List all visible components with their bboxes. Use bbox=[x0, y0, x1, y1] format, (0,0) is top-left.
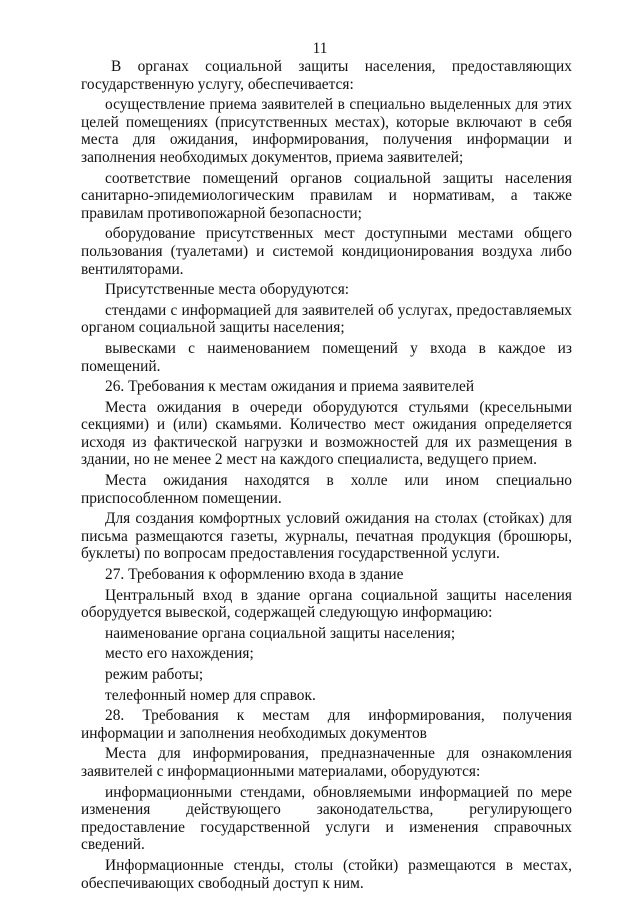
section-heading: 28. Требования к местам для информирования, получения информации и заполнения необходимых документов bbox=[81, 707, 572, 742]
paragraph: Присутственные места оборудуются: bbox=[105, 281, 350, 299]
list-item: режим работы; bbox=[105, 666, 204, 683]
paragraph: осуществление приема заявителей в специально выделенных для этих целей помещениях (присутственных местах), которые включают в себя места для ожидания, информирования, получения информации и заполнения необходимых документов, приема заявителей; bbox=[81, 96, 572, 166]
paragraph: вывесками с наименованием помещений у входа в каждое из помещений. bbox=[81, 339, 572, 375]
page-number: 11 bbox=[312, 40, 328, 57]
paragraph: стендами с информацией для заявителей об услугах, предоставляемых органом социальной защиты населения; bbox=[81, 301, 572, 337]
paragraph: оборудование присутственных мест доступными местами общего пользования (туалетами) и системой кондиционирования воздуха либо вентиляторами. bbox=[81, 225, 572, 278]
paragraph: Места ожидания в очереди оборудуются стульями (кресельными секциями) и (или) скамьями. Количество мест ожидания определяется исходя из фактической нагрузки и возможностей для их размещения в здании, но не менее 2 мест на каждого специалиста, ведущего прием. bbox=[81, 398, 572, 469]
paragraph: соответствие помещений органов социальной защиты населения санитарно-эпидемиологическим правилам и нормативам, а также правилам противопожарной безопасности; bbox=[81, 169, 572, 222]
paragraph: Центральный вход в здание органа социальной защиты населения оборудуется вывеской, содержащей следующую информацию: bbox=[81, 586, 572, 622]
paragraph: Места ожидания находятся в холле или ином специально приспособленном помещении. bbox=[81, 472, 572, 507]
list-item: телефонный номер для справок. bbox=[105, 686, 316, 704]
paragraph: В органах социальной защиты населения, предоставляющих государственную услугу, обеспечивается: bbox=[81, 58, 572, 93]
list-item: наименование органа социальной защиты населения; bbox=[105, 624, 456, 642]
list-item: место его нахождения; bbox=[105, 645, 254, 663]
paragraph: Информационные стенды, столы (стойки) размещаются в местах, обеспечивающих свободный доступ к ним. bbox=[81, 856, 572, 892]
section-heading: 27. Требования к оформлению входа в здание bbox=[105, 566, 404, 584]
paragraph: Места для информирования, предназначенные для ознакомления заявителей с информационными материалами, оборудуются: bbox=[81, 745, 572, 780]
paragraph: информационными стендами, обновляемыми информацией по мере изменения действующего законодательства, регулирующего предоставление государственной услуги и изменения справочных сведений. bbox=[81, 783, 572, 854]
section-heading: 26. Требования к местам ожидания и приема заявителей bbox=[105, 378, 475, 396]
paragraph: Для создания комфортных условий ожидания на столах (стойках) для письма размещаются газеты, журналы, печатная продукция (брошюры, буклеты) по вопросам предоставления государственной услуги. bbox=[81, 510, 572, 563]
document-body bbox=[81, 58, 572, 892]
